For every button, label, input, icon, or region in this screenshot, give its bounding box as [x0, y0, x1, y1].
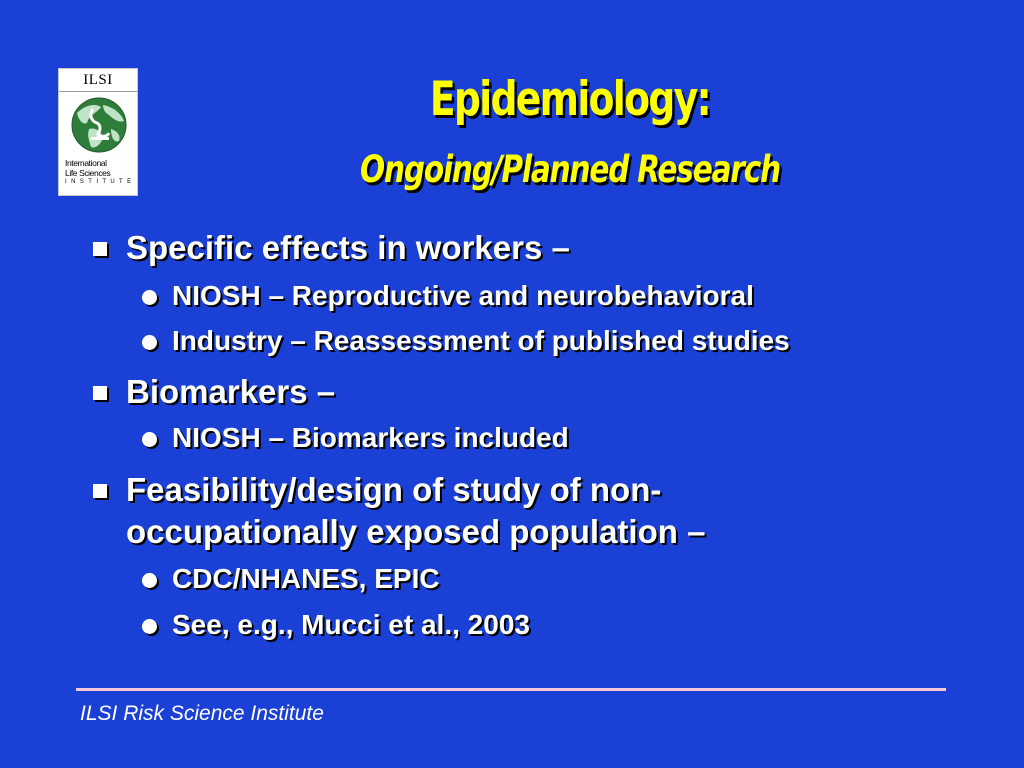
logo-top-text: ILSI: [59, 69, 137, 92]
round-bullet-icon: [142, 432, 157, 447]
bullet-continuation: [126, 512, 705, 552]
sub-bullet-text: NIOSH – Reproductive and neurobehavioral: [172, 280, 754, 311]
bullet-text: Biomarkers –: [126, 373, 336, 410]
sub-bullet-item: [172, 324, 790, 358]
round-bullet-icon: [142, 335, 157, 350]
logo-line-1: International: [65, 158, 107, 168]
bullet-text: Specific effects in workers –: [126, 229, 570, 266]
bullet-item: [126, 228, 570, 268]
sub-bullet-item: [172, 421, 569, 455]
sub-bullet-item: [172, 562, 440, 596]
square-bullet-icon: [93, 484, 107, 498]
round-bullet-icon: [142, 290, 157, 305]
slide-subtitle: Ongoing/Planned Research: [360, 148, 780, 191]
sub-bullet-text: CDC/NHANES, EPIC: [172, 563, 440, 594]
logo-institute: I N S T I T U T E: [65, 179, 133, 185]
round-bullet-icon: [142, 573, 157, 588]
logo-line-2: Life Sciences: [65, 167, 111, 178]
sub-bullet-text: See, e.g., Mucci et al., 2003: [172, 609, 530, 640]
bullet-item: [126, 372, 335, 412]
sub-bullet-item: [172, 608, 530, 642]
footer-divider: [76, 688, 946, 691]
bullet-text-line-1: Feasibility/design of study of non-: [126, 471, 662, 508]
logo-name: [65, 159, 133, 186]
slide-title: Epidemiology:: [429, 72, 711, 127]
sub-bullet-text: Industry – Reassessment of published studies: [172, 325, 790, 356]
footer-text: ILSI Risk Science Institute: [80, 702, 324, 725]
square-bullet-icon: [93, 242, 107, 256]
globe-icon: [67, 95, 131, 155]
bullet-text-line-2: occupationally exposed population –: [126, 513, 706, 550]
ilsi-logo: [58, 68, 138, 196]
bullet-item: [126, 470, 661, 510]
sub-bullet-text: NIOSH – Biomarkers included: [172, 422, 569, 453]
sub-bullet-item: [172, 279, 754, 313]
round-bullet-icon: [142, 619, 157, 634]
square-bullet-icon: [93, 386, 107, 400]
